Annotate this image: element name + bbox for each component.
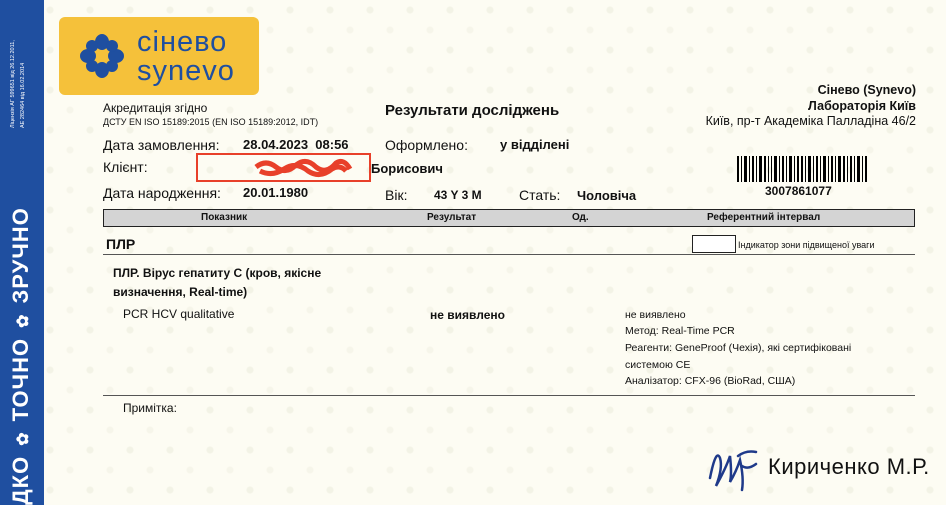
test-name: PCR HCV qualitative	[123, 307, 235, 321]
section-divider	[103, 254, 915, 255]
birth-date-label: Дата народження:	[103, 185, 221, 201]
flower-logo-icon	[79, 33, 125, 79]
brand-sidebar	[0, 0, 44, 505]
test-result: не виявлено	[430, 308, 505, 322]
test-title-line-2: визначення, Real-time)	[113, 285, 248, 299]
slogan-word-1: ДКО	[8, 455, 33, 505]
signer-name: Кириченко М.Р.	[768, 454, 930, 479]
test-title-line-1: ПЛР. Вірус гепатиту С (кров, якісне	[113, 266, 322, 280]
handwritten-signature	[704, 436, 764, 496]
accreditation-standard: ДСТУ EN ISO 15189:2015 (EN ISO 15189:2012, IDT)	[103, 117, 319, 127]
lab-address: Київ, пр-т Академіка Палладіна 46/2	[705, 114, 916, 128]
section-name: ПЛР	[106, 236, 136, 252]
lab-name-line-1: Сінево (Synevo)	[817, 83, 916, 97]
license-text	[8, 10, 36, 130]
reference-line: системою СЕ	[625, 359, 691, 371]
barcode-number: 3007861077	[765, 184, 832, 198]
reference-line: Аналізатор: CFX-96 (BioRad, США)	[625, 375, 796, 387]
sex-value: Чоловіча	[577, 188, 637, 203]
results-table-header	[103, 209, 915, 227]
sex-label: Стать:	[519, 187, 561, 203]
redaction-box	[196, 153, 371, 182]
redaction-scribble	[198, 155, 369, 180]
footer-divider	[103, 395, 915, 396]
flower-dot-icon: ✿	[15, 313, 32, 328]
logo-text-cyrillic: сінево	[137, 26, 228, 58]
issued-value: у відділені	[500, 137, 570, 152]
report-title: Результати досліджень	[385, 102, 560, 119]
lab-name	[808, 82, 916, 114]
slogan-word-3: ЗРУЧНО	[8, 207, 33, 304]
license-line-1: Ліцензія АГ 599651 від 26.12.2011,	[10, 40, 16, 128]
client-value: Борисович	[371, 161, 443, 176]
logo-text-latin: synevo	[137, 55, 235, 87]
age-label: Вік:	[385, 187, 408, 203]
reference-line: Метод: Real-Time PCR	[625, 325, 735, 337]
license-line-2: АЕ 282464 від 16.02.2014	[20, 62, 26, 128]
col-unit-header: Од.	[572, 212, 589, 223]
reference-line: не виявлено	[625, 309, 686, 321]
order-date-label: Дата замовлення:	[103, 137, 220, 153]
accreditation-title: Акредитація згідно	[103, 101, 208, 115]
barcode	[737, 156, 869, 182]
attention-indicator-legend: Індикатор зони підвищеної уваги	[738, 240, 875, 250]
client-label: Клієнт:	[103, 159, 148, 175]
col-reference-header: Референтний інтервал	[707, 212, 821, 223]
synevo-logo	[59, 17, 259, 95]
birth-date-value: 20.01.1980	[243, 185, 309, 200]
slogan-word-2: ТОЧНО	[8, 337, 33, 422]
lab-name-line-2: Лабораторія Київ	[808, 99, 916, 113]
issued-label: Оформлено:	[385, 137, 468, 153]
reference-line: Реагенти: GeneProof (Чехія), які сертифіковані	[625, 342, 852, 354]
note-label: Примітка:	[123, 401, 177, 415]
order-date-value: 28.04.2023 08:56	[243, 137, 349, 152]
age-value: 43 Y 3 M	[434, 188, 482, 202]
col-result-header: Результат	[427, 212, 477, 223]
flower-dot-icon: ✿	[15, 431, 32, 446]
attention-indicator-box	[692, 235, 736, 253]
brand-slogan	[8, 195, 34, 505]
col-indicator-header: Показник	[201, 212, 248, 223]
